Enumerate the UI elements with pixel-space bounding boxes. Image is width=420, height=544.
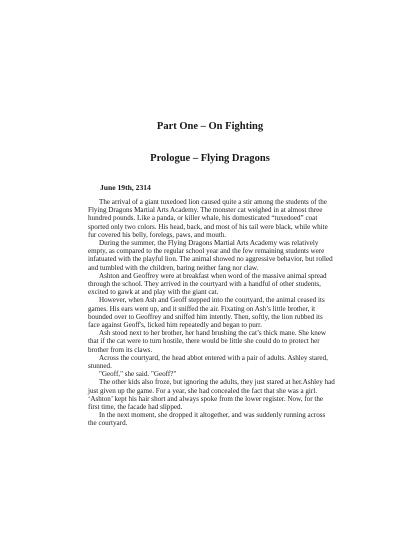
paragraph: Ash stood next to her brother, her hand brushing the cat’s thick mane. She knew that if the cat were to turn hostile, there would be little she could do to protect her brother from its claws. (88, 329, 327, 354)
paragraph: "Geoff," she said. "Geoff?" (99, 370, 177, 379)
prologue-title: Prologue – Flying Dragons (150, 153, 270, 164)
paragraph: Across the courtyard, the head abbot entered with a pair of adults. Ashley stared, stunned. (88, 353, 328, 371)
paragraph: Ashton and Geoffrey were at breakfast when word of the massive animal spread through the school. They arrived in the courtyard with a handful of other students, excited to gawk at and play with the giant cat. (88, 271, 327, 297)
paragraph: In the next moment, she dropped it altogether, and was suddenly running across the courtyard. (88, 411, 326, 428)
paragraph: However, when Ash and Geoff stepped into the courtyard, the animal ceased its games. His ears went up, and it sniffed the air. Fixating on Ash’s little brother, it bounded over to Geoffrey and sniffed him intently. Then, softly, the lion rubbed its face against Geoff's, licked him repeatedly and began to purr. (88, 296, 325, 330)
paragraph: During the summer, the Flying Dragons Martial Arts Academy was relatively empty, as compared to the regular school year and the few remaining students were infatuated with the playful lion. The animal showed no aggressive behavior, but rolled and tumbled with the children, baring neither fang nor claw. (88, 239, 333, 272)
chapter-date: June 19th, 2314 (100, 183, 151, 192)
body-text (88, 198, 335, 428)
paragraph: The arrival of a giant tuxedoed lion caused quite a stir among the students of the Flying Dragons Martial Arts Academy. The monster cat weighed in at almost three hundred pounds. Like a panda, or killer whale, his domesticated “tuxedoed” coat sported only two colors. His head, back, and most of his tail were black, while white fur covered his belly, forelegs, paws, and mouth. (88, 198, 328, 239)
part-title: Part One – On Fighting (156, 121, 264, 132)
paragraph: The other kids also froze, but ignoring the adults, they just stared at her.Ashley had just given up the game. For a year, she had concealed the fact that she was a girl. ‘Ashton’ kept his hair short and always spoke from the lower register. Now, for the first time, the facade had slipped. (88, 378, 335, 412)
